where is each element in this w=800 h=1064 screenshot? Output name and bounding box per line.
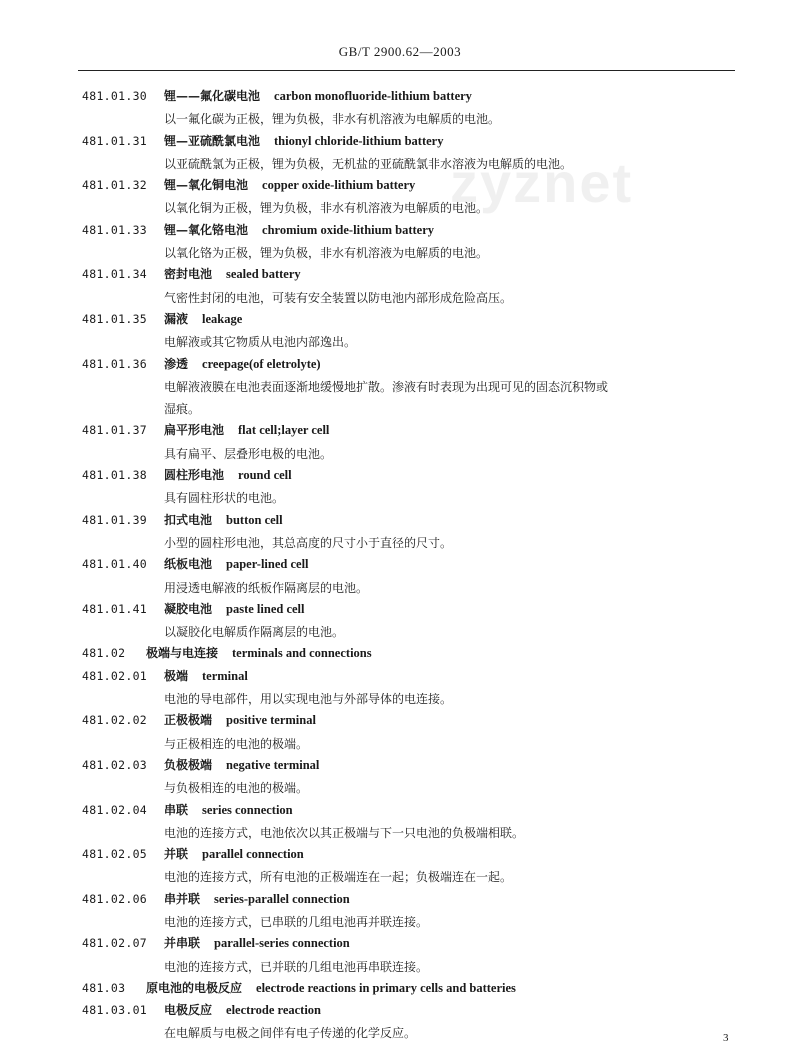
term-entry — [0, 554, 800, 599]
term-english: negative terminal — [226, 757, 320, 772]
term-chinese: 原电池的电极反应 — [146, 980, 243, 995]
definition-line: 具有扁平、层叠形电极的电池。 — [164, 446, 333, 461]
term-chinese: 扁平形电池 — [164, 423, 225, 438]
definition-line: 气密性封闭的电池，可装有安全装置以防电池内部形成危险高压。 — [164, 290, 513, 305]
term-entry — [0, 889, 800, 934]
term-definition — [164, 331, 744, 353]
term-definition — [164, 197, 744, 219]
term-chinese: 并联 — [164, 847, 189, 862]
term-chinese: 锂——氟化碳电池 — [164, 89, 261, 103]
term-english: parallel connection — [202, 847, 304, 862]
term-title — [164, 933, 350, 953]
term-chinese: 渗透 — [164, 356, 189, 371]
term-english: button cell — [226, 512, 283, 527]
term-title — [164, 131, 443, 151]
section-heading — [0, 978, 800, 1000]
term-title — [164, 86, 472, 106]
term-english: sealed battery — [226, 267, 301, 282]
section-heading — [0, 643, 800, 665]
term-chinese: 凝胶电池 — [164, 601, 213, 616]
term-entry — [0, 599, 800, 644]
term-line — [0, 599, 800, 621]
term-entry — [0, 844, 800, 889]
term-list — [0, 86, 800, 1045]
term-entry — [0, 510, 800, 555]
term-line — [0, 710, 800, 732]
term-chinese: 正极极端 — [164, 713, 213, 728]
term-title — [164, 1000, 321, 1020]
term-line — [0, 666, 800, 688]
term-entry — [0, 933, 800, 978]
term-entry — [0, 1000, 800, 1045]
term-line — [0, 643, 800, 665]
term-entry — [0, 420, 800, 465]
term-title — [164, 465, 292, 485]
term-title — [146, 643, 372, 663]
term-line — [0, 220, 800, 242]
term-english: electrode reaction — [226, 1003, 321, 1018]
term-number: 481.02.07 — [82, 936, 148, 951]
definition-line: 在电解质与电极之间伴有电子传递的化学反应。 — [164, 1026, 417, 1041]
term-title — [164, 554, 309, 574]
term-entry — [0, 755, 800, 800]
term-line — [0, 844, 800, 866]
term-line — [0, 420, 800, 442]
term-definition — [164, 287, 744, 309]
definition-line: 电解液或其它物质从电池内部逸出。 — [164, 335, 357, 350]
definition-line: 与正极相连的电池的极端。 — [164, 736, 309, 751]
term-number: 481.01.39 — [82, 512, 148, 527]
term-number: 481.02.03 — [82, 757, 148, 772]
term-line — [0, 131, 800, 153]
term-number: 481.01.30 — [82, 89, 148, 103]
term-entry — [0, 354, 800, 421]
term-definition — [164, 733, 744, 755]
term-number: 481.02.05 — [82, 847, 148, 862]
term-english: copper oxide-lithium battery — [262, 178, 416, 193]
definition-line: 电池的连接方式，所有电池的正极端连在一起；负极端连在一起。 — [164, 870, 513, 885]
term-english: round cell — [238, 468, 292, 483]
term-chinese: 串联 — [164, 802, 189, 817]
term-number: 481.01.37 — [82, 423, 148, 438]
definition-line: 以氧化铜为正极，锂为负极，非水有机溶液为电解质的电池。 — [164, 201, 489, 216]
term-title — [164, 309, 242, 329]
term-definition — [164, 487, 744, 509]
term-english: paste lined cell — [226, 601, 305, 616]
term-english: electrode reactions in primary cells and batteries — [256, 980, 516, 995]
term-title — [164, 175, 415, 195]
term-english: positive terminal — [226, 713, 316, 728]
definition-line: 湿痕。 — [164, 402, 201, 417]
term-definition — [164, 1022, 744, 1044]
term-line — [0, 465, 800, 487]
term-number: 481.03 — [82, 980, 126, 995]
term-definition — [164, 532, 744, 554]
term-english: series connection — [202, 802, 293, 817]
term-definition — [164, 153, 744, 175]
term-definition — [164, 688, 744, 710]
term-chinese: 锂—氧化铬电池 — [164, 222, 249, 237]
definition-line: 电解液液膜在电池表面逐渐地缓慢地扩散。渗液有时表现为出现可见的固态沉积物或 — [164, 379, 609, 394]
term-number: 481.01.36 — [82, 356, 148, 371]
term-english: terminal — [202, 668, 248, 683]
term-number: 481.01.41 — [82, 601, 148, 616]
term-number: 481.01.33 — [82, 222, 148, 237]
term-line — [0, 800, 800, 822]
term-entry — [0, 86, 800, 131]
term-title — [164, 510, 283, 530]
definition-line: 电池的连接方式，电池依次以其正极端与下一只电池的负极端相联。 — [164, 825, 525, 840]
page-header: GB/T 2900.62—2003 — [338, 44, 462, 59]
term-chinese: 极端 — [164, 668, 189, 683]
term-line — [0, 175, 800, 197]
term-chinese: 扣式电池 — [164, 512, 213, 527]
term-definition — [164, 866, 744, 888]
term-title — [164, 220, 434, 240]
definition-line: 以凝胶化电解质作隔离层的电池。 — [164, 625, 345, 640]
term-title — [146, 978, 516, 998]
term-english: thionyl chloride-lithium battery — [274, 133, 444, 148]
definition-line: 小型的圆柱形电池，其总高度的尺寸小于直径的尺寸。 — [164, 535, 453, 550]
term-title — [164, 800, 293, 820]
term-title — [164, 599, 304, 619]
term-chinese: 纸板电池 — [164, 557, 213, 572]
term-line — [0, 354, 800, 376]
term-line — [0, 264, 800, 286]
term-english: series-parallel connection — [214, 891, 350, 906]
term-entry — [0, 131, 800, 176]
term-number: 481.02.02 — [82, 713, 148, 728]
term-definition — [164, 956, 744, 978]
definition-line: 与负极相连的电池的极端。 — [164, 781, 309, 796]
term-chinese: 极端与电连接 — [146, 646, 219, 661]
definition-line: 电池的导电部件，用以实现电池与外部导体的电连接。 — [164, 692, 453, 707]
header-rule — [78, 70, 735, 71]
term-line — [0, 309, 800, 331]
term-number: 481.01.31 — [82, 133, 148, 148]
definition-line: 以亚硫酰氯为正极，锂为负极，无机盐的亚硫酰氯非水溶液为电解质的电池。 — [164, 156, 573, 171]
term-english: carbon monofluoride-lithium battery — [274, 89, 472, 103]
page-number: 3 — [723, 1032, 729, 1044]
term-english: paper-lined cell — [226, 557, 309, 572]
term-line — [0, 554, 800, 576]
term-definition — [164, 242, 744, 264]
term-english: flat cell;layer cell — [238, 423, 330, 438]
term-entry — [0, 800, 800, 845]
definition-line: 以一氟化碳为正极，锂为负极，非水有机溶液为电解质的电池。 — [164, 112, 501, 127]
term-chinese: 圆柱形电池 — [164, 468, 225, 483]
term-chinese: 漏液 — [164, 311, 189, 326]
term-line — [0, 978, 800, 1000]
term-english: creepage(of eletrolyte) — [202, 356, 321, 371]
term-english: terminals and connections — [232, 646, 372, 661]
term-line — [0, 1000, 800, 1022]
term-number: 481.01.34 — [82, 267, 148, 282]
term-english: parallel-series connection — [214, 936, 350, 951]
term-english: leakage — [202, 311, 243, 326]
term-number: 481.02.06 — [82, 891, 148, 906]
term-chinese: 串并联 — [164, 891, 201, 906]
term-chinese: 锂—亚硫酰氯电池 — [164, 133, 261, 148]
term-number: 481.01.38 — [82, 468, 148, 483]
term-number: 481.01.40 — [82, 557, 148, 572]
term-entry — [0, 175, 800, 220]
term-title — [164, 420, 329, 440]
term-number: 481.03.01 — [82, 1003, 148, 1018]
definition-line: 具有圆柱形状的电池。 — [164, 491, 285, 506]
term-line — [0, 933, 800, 955]
watermark: zyznet — [450, 151, 634, 214]
term-chinese: 负极极端 — [164, 757, 213, 772]
term-line — [0, 510, 800, 532]
term-definition — [164, 777, 744, 799]
term-definition — [164, 621, 744, 643]
term-line — [0, 755, 800, 777]
term-number: 481.01.32 — [82, 178, 148, 193]
term-title — [164, 710, 316, 730]
term-number: 481.02.01 — [82, 668, 148, 683]
term-title — [164, 264, 301, 284]
term-chinese: 密封电池 — [164, 267, 213, 282]
term-title — [164, 666, 248, 686]
term-entry — [0, 220, 800, 265]
term-definition — [164, 822, 744, 844]
term-title — [164, 755, 319, 775]
term-entry — [0, 710, 800, 755]
term-definition — [164, 443, 744, 465]
term-entry — [0, 465, 800, 510]
term-title — [164, 354, 321, 374]
term-line — [0, 889, 800, 911]
term-english: chromium oxide-lithium battery — [262, 222, 434, 237]
term-definition — [164, 376, 744, 421]
definition-line: 以氧化铬为正极，锂为负极，非水有机溶液为电解质的电池。 — [164, 246, 489, 261]
term-chinese: 锂—氧化铜电池 — [164, 178, 249, 193]
term-number: 481.02.04 — [82, 802, 148, 817]
term-entry — [0, 666, 800, 711]
term-line — [0, 86, 800, 108]
term-chinese: 电极反应 — [164, 1003, 213, 1018]
term-title — [164, 889, 350, 909]
term-entry — [0, 264, 800, 309]
term-chinese: 并串联 — [164, 936, 201, 951]
term-number: 481.01.35 — [82, 311, 148, 326]
term-number: 481.02 — [82, 646, 126, 661]
definition-line: 用浸透电解液的纸板作隔离层的电池。 — [164, 580, 369, 595]
term-definition — [164, 577, 744, 599]
definition-line: 电池的连接方式，已串联的几组电池再并联连接。 — [164, 914, 429, 929]
term-definition — [164, 108, 744, 130]
term-entry — [0, 309, 800, 354]
term-title — [164, 844, 304, 864]
term-definition — [164, 911, 744, 933]
definition-line: 电池的连接方式，已并联的几组电池再串联连接。 — [164, 959, 429, 974]
